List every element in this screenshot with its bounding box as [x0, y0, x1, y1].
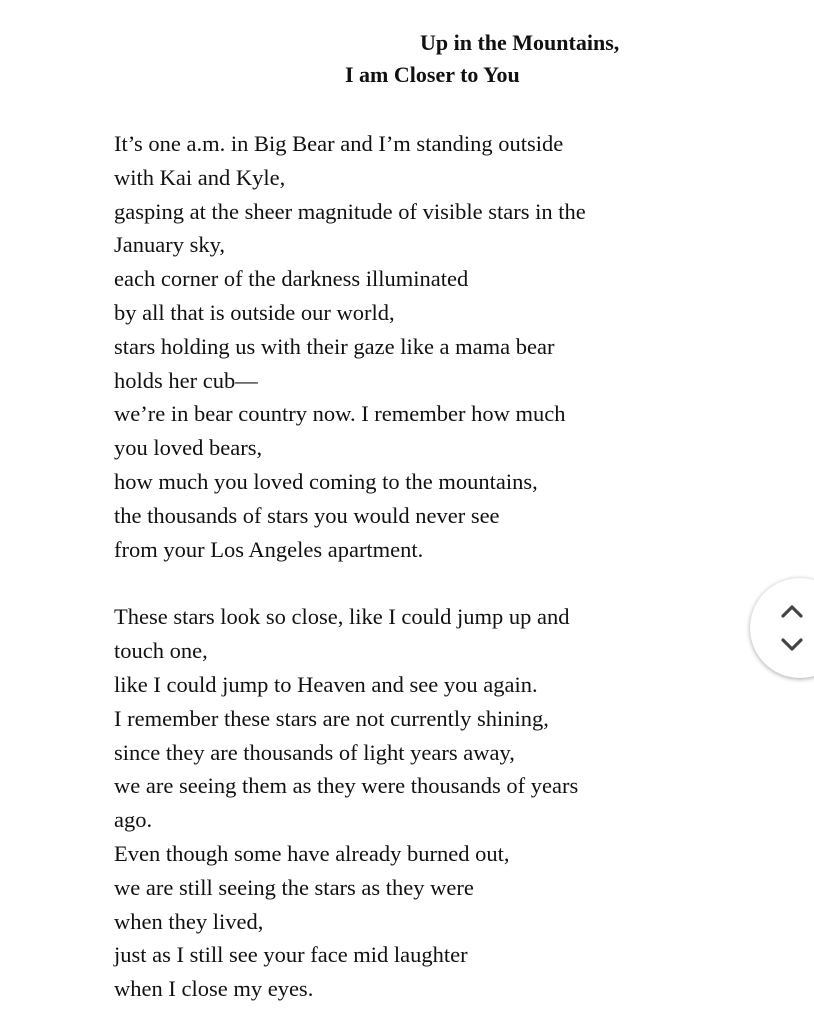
poem-line: just as I still see your face mid laughter	[114, 942, 468, 968]
poem-line: when they lived,	[114, 908, 264, 934]
poem-line: ago.	[114, 807, 153, 833]
poem-line: how much you loved coming to the mountains,	[114, 468, 538, 494]
next-page-button[interactable]	[776, 630, 808, 660]
chevron-up-icon	[780, 603, 804, 619]
poem-line: Even though some have already burned out,	[114, 840, 510, 866]
poem-line: from your Los Angeles apartment.	[114, 536, 424, 562]
stanza-1	[114, 127, 674, 566]
poem-line: I remember these stars are not currently shining,	[114, 705, 549, 731]
poem-line: the thousands of stars you would never see	[114, 502, 500, 528]
poem-body	[114, 127, 674, 1006]
poem-line: gasping at the sheer magnitude of visible stars in the	[114, 198, 586, 224]
poem-line: These stars look so close, like I could jump up and	[114, 604, 570, 630]
poem-line: holds her cub—	[114, 367, 258, 393]
poem-title-line-1: Up in the Mountains,	[420, 30, 620, 55]
stanza-2	[114, 600, 674, 1006]
chevron-down-icon	[780, 637, 804, 653]
poem-line: stars holding us with their gaze like a mama bear	[114, 333, 555, 359]
poem-line: each corner of the darkness illuminated	[114, 266, 469, 292]
poem-line: January sky,	[114, 232, 226, 258]
poem-line: we’re in bear country now. I remember how much	[114, 401, 566, 427]
poem-line: we are seeing them as they were thousands of years	[114, 773, 579, 799]
poem-line: like I could jump to Heaven and see you again.	[114, 671, 538, 697]
poem-line: when I close my eyes.	[114, 976, 314, 1002]
poem-title-line-2: I am Closer to You	[345, 62, 520, 87]
poem-line: by all that is outside our world,	[114, 299, 395, 325]
page-navigation	[750, 578, 814, 678]
previous-page-button[interactable]	[776, 596, 808, 626]
poem-line: It’s one a.m. in Big Bear and I’m standing outside	[114, 131, 564, 156]
poem-line: since they are thousands of light years away,	[114, 739, 515, 765]
poem-line: touch one,	[114, 638, 208, 664]
poem-line: we are still seeing the stars as they were	[114, 874, 474, 900]
poem-line: you loved bears,	[114, 435, 263, 461]
poem-line: with Kai and Kyle,	[114, 164, 286, 190]
